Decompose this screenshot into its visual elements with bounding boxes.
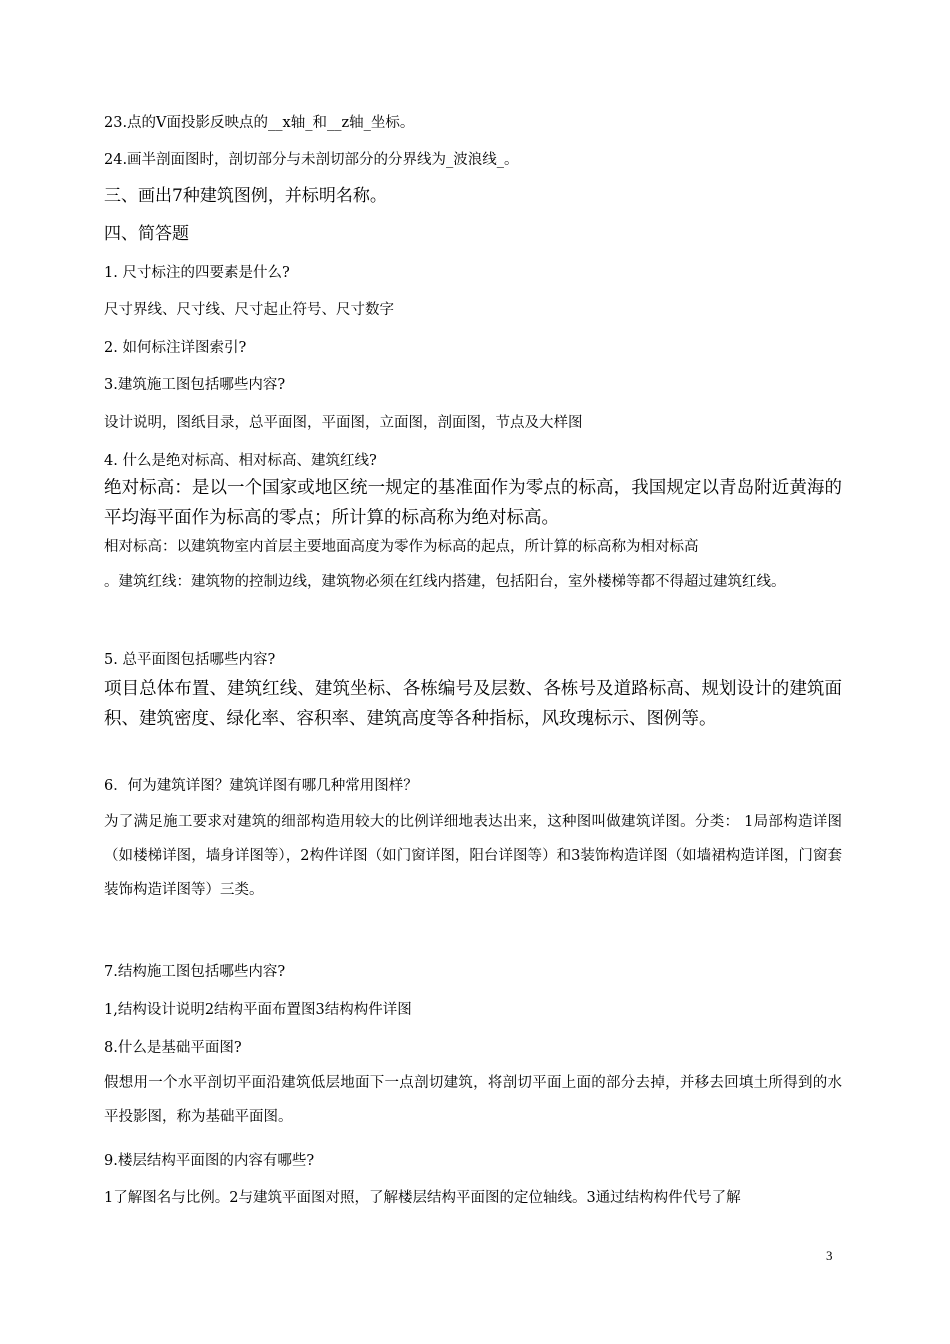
question-2: 2. 如何标注详图索引?: [104, 340, 247, 356]
question-5: 5. 总平面图包括哪些内容?: [104, 652, 276, 668]
question-8: 8.什么是基础平面图?: [104, 1040, 242, 1056]
answer-6: 为了满足施工要求对建筑的细部构造用较大的比例详细地表达出来，这种图叫做建筑详图。分类： 1局部构造详图（如楼梯详图，墙身详图等），2构件详图（如门窗详图，阳台详图等）和3装饰构造详图（如墙裙构造详图，门窗套装饰构造详图等）三类。: [104, 814, 842, 898]
question-1: 1. 尺寸标注的四要素是什么?: [104, 265, 290, 281]
answer-9: 1了解图名与比例。2与建筑平面图对照，了解楼层结构平面图的定位轴线。3通过结构构件代号了解: [104, 1190, 741, 1206]
page-number: 3: [826, 1248, 833, 1263]
answer-7: 1,结构设计说明2结构平面布置图3结构构件详图: [104, 1002, 412, 1018]
section-heading-three: 三、画出7种建筑图例，并标明名称。: [104, 186, 387, 206]
answer-4-relative-elevation: 相对标高：以建筑物室内首层主要地面高度为零作为标高的起点，所计算的标高称为相对标高: [104, 539, 699, 555]
question-7: 7.结构施工图包括哪些内容?: [104, 964, 286, 980]
answer-4-building-red-line: 。建筑红线：建筑物的控制边线，建筑物必须在红线内搭建，包括阳台，室外楼梯等都不得超过建筑红线。: [104, 574, 786, 590]
fill-blank-24: 24.画半剖面图时，剖切部分与未剖切部分的分界线为_波浪线_。: [104, 152, 519, 168]
question-9: 9.楼层结构平面图的内容有哪些?: [104, 1153, 315, 1169]
answer-3: 设计说明，图纸目录，总平面图，平面图，立面图，剖面图，节点及大样图: [104, 415, 583, 431]
section-heading-four: 四、简答题: [104, 224, 189, 244]
answer-4-absolute-elevation: 绝对标高：是以一个国家或地区统一规定的基准面作为零点的标高，我国规定以青岛附近黄海的平均海平面作为标高的零点；所计算的标高称为绝对标高。: [104, 478, 842, 528]
question-6: 6．何为建筑详图？建筑详图有哪几种常用图样？: [104, 778, 418, 794]
answer-5: 项目总体布置、建筑红线、建筑坐标、各栋编号及层数、各栋号及道路标高、规划设计的建筑面积、建筑密度、绿化率、容积率、建筑高度等各种指标，风玫瑰标示、图例等。: [104, 679, 842, 729]
answer-1: 尺寸界线、尺寸线、尺寸起止符号、尺寸数字: [104, 302, 394, 318]
question-4: 4. 什么是绝对标高、相对标高、建筑红线?: [104, 453, 377, 469]
fill-blank-23: 23.点的V面投影反映点的__x轴_和__z轴_坐标。: [104, 115, 415, 131]
answer-8: 假想用一个水平剖切平面沿建筑低层地面下一点剖切建筑，将剖切平面上面的部分去掉，并移去回填土所得到的水平投影图，称为基础平面图。: [104, 1075, 842, 1125]
question-3: 3.建筑施工图包括哪些内容?: [104, 377, 286, 393]
